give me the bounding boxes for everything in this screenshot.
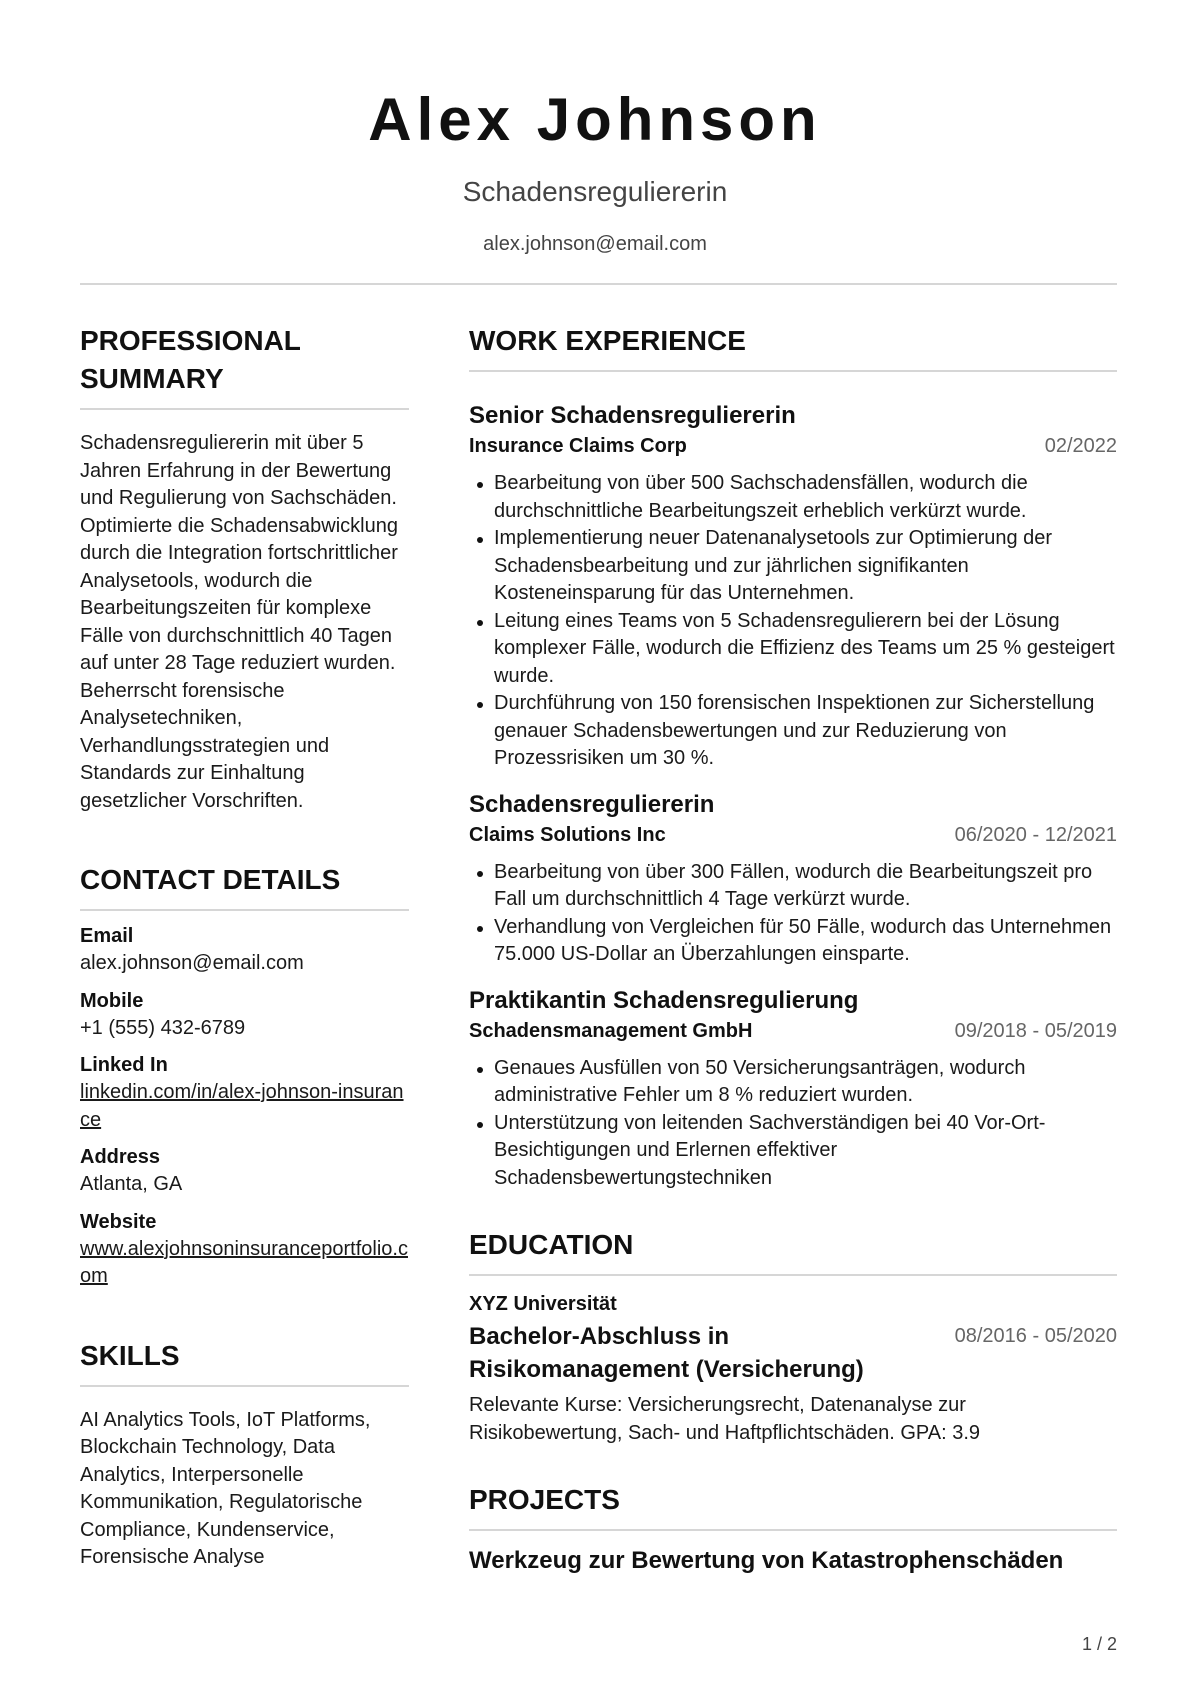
- job-dates: 09/2018 - 05/2019: [954, 1019, 1117, 1042]
- education-degree: Bachelor-Abschluss in Risikomanagement (Versicherung): [469, 1323, 864, 1383]
- projects-heading: PROJECTS: [469, 1481, 1117, 1531]
- skills-section: [80, 1337, 409, 1572]
- contact-list: [80, 923, 409, 1291]
- email-value[interactable]: alex.johnson@email.com: [80, 952, 304, 974]
- header-divider: [80, 283, 1117, 285]
- job-company: Insurance Claims Corp: [469, 435, 687, 457]
- job-title: Schadensreguliererin: [469, 790, 715, 818]
- job-bullet: Unterstützung von leitenden Sachverständigen bei 40 Vor-Ort-Besichtigungen und Erlernen effektiver Schadensbewertungstechniken: [469, 1110, 1117, 1193]
- right-column: [469, 322, 1117, 1577]
- project-title: Werkzeug zur Bewertung von Katastrophenschäden: [469, 1547, 1064, 1574]
- education-courses: Relevante Kurse: Versicherungsrecht, Datenanalyse zur Risikobewertung, Sach- und Haftpflichtschäden. GPA: 3.9: [469, 1394, 981, 1444]
- summary-text: Schadensreguliererin mit über 5 Jahren Erfahrung in der Bewertung und Regulierung von Sachschäden. Optimierte die Schadensabwicklung durch die Integration fortschrittlicher Analysetools, wodurch die Bearbeitungszeiten für komplexe Fälle von durchschnittlich 40 Tagen auf unter 28 Tage reduziert wurden. Beherrscht forensische Analysetechniken, Verhandlungsstrategien und Standards zur Einhaltung gesetzlicher Vorschriften.: [80, 432, 398, 812]
- job-bullets: [469, 470, 1117, 773]
- job-bullet: Genaues Ausfüllen von 50 Versicherungsanträgen, wodurch administrative Fehler um 8 % reduziert wurden.: [469, 1055, 1117, 1110]
- address-label: Address: [80, 1146, 161, 1168]
- projects-section: [469, 1481, 1117, 1577]
- left-column: [80, 322, 409, 1572]
- linkedin-label: Linked In: [80, 1054, 168, 1076]
- job-title: Praktikantin Schadensregulierung: [469, 986, 859, 1014]
- education-section: [469, 1226, 1117, 1447]
- summary-section: [80, 322, 409, 815]
- candidate-name: Alex Johnson: [368, 86, 822, 153]
- contact-heading: CONTACT DETAILS: [80, 861, 409, 911]
- mobile-value: +1 (555) 432-6789: [80, 1016, 246, 1039]
- job-bullet: Bearbeitung von über 500 Sachschadensfällen, wodurch die durchschnittliche Bearbeitungszeit erheblich verkürzt wurde.: [469, 470, 1117, 525]
- job-dates: 06/2020 - 12/2021: [954, 823, 1117, 846]
- website-label: Website: [80, 1210, 157, 1233]
- page-number: 1 / 2: [1081, 1634, 1117, 1654]
- education-heading: EDUCATION: [469, 1226, 1117, 1276]
- work-section: [469, 322, 1117, 1192]
- address-value: Atlanta, GA: [80, 1173, 183, 1195]
- mobile-label: Mobile: [80, 989, 144, 1012]
- job-bullet: Verhandlung von Vergleichen für 50 Fälle, wodurch das Unternehmen 75.000 US-Dollar an Überzahlungen einsparte.: [469, 914, 1117, 969]
- job-bullets: [469, 859, 1117, 969]
- website-link[interactable]: www.alexjohnsoninsuranceportfolio.com: [80, 1237, 408, 1287]
- candidate-title: Schadensreguliererin: [462, 176, 728, 207]
- linkedin-link[interactable]: linkedin.com/in/alex-johnson-insurance: [80, 1081, 404, 1131]
- job-bullet: Bearbeitung von über 300 Fällen, wodurch die Bearbeitungszeit pro Fall um durchschnittlich 4 Tage verkürzt wurde.: [469, 859, 1117, 914]
- summary-heading: PROFESSIONAL SUMMARY: [80, 322, 409, 410]
- job-dates: 02/2022: [1044, 435, 1117, 457]
- education-school: XYZ Universität: [469, 1293, 617, 1315]
- job-bullet: Implementierung neuer Datenanalysetools zur Optimierung der Schadensbearbeitung und zur jährlichen signifikanten Kosteneinsparung für das Unternehmen.: [469, 525, 1117, 608]
- job-entry: [469, 789, 1117, 969]
- education-dates: 08/2016 - 05/2020: [954, 1325, 1117, 1347]
- header-email: alex.johnson@email.com: [483, 233, 707, 255]
- skills-heading: SKILLS: [80, 1337, 409, 1387]
- job-entry: [469, 985, 1117, 1193]
- job-company: Claims Solutions Inc: [469, 823, 666, 846]
- job-title: Senior Schadensreguliererin: [469, 402, 796, 429]
- email-label: Email: [80, 925, 134, 947]
- job-bullet: Leitung eines Teams von 5 Schadensregulierern bei der Lösung komplexer Fälle, wodurch die Effizienz des Teams um 25 % gesteigert wurde.: [469, 608, 1117, 691]
- skills-text: AI Analytics Tools, IoT Platforms, Blockchain Technology, Data Analytics, Interpersonelle Kommunikation, Regulatorische Compliance, Kundenservice, Forensische Analyse: [80, 1408, 371, 1568]
- job-bullet: Durchführung von 150 forensischen Inspektionen zur Sicherstellung genauer Schadensbewertungen und zur Reduzierung von Prozessrisiken um 30 %.: [469, 690, 1117, 773]
- job-bullets: [469, 1055, 1117, 1193]
- job-company: Schadensmanagement GmbH: [469, 1019, 753, 1042]
- contact-section: [80, 861, 409, 1291]
- work-heading: WORK EXPERIENCE: [469, 322, 1117, 372]
- resume-header: [0, 80, 1190, 258]
- job-entry: [469, 400, 1117, 773]
